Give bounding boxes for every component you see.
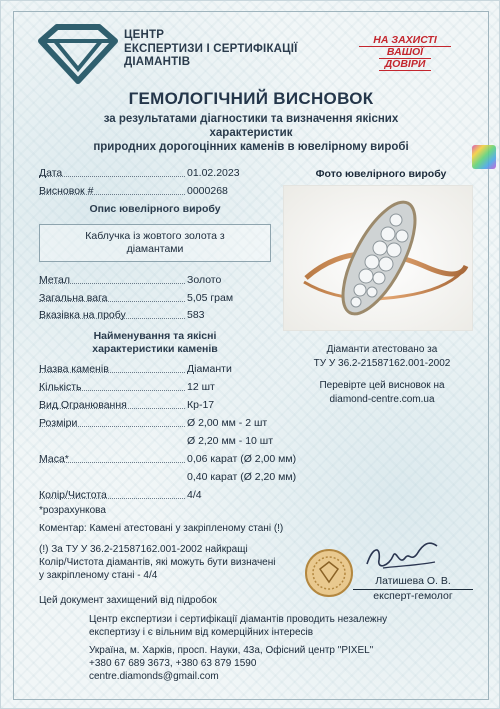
independence-note [89,613,419,639]
size-row [39,416,269,430]
guard-line-1: НА ЗАХИСТІ [359,35,451,47]
verify-line-1: Перевірте цей висновок на [319,380,445,391]
description-line-1: Каблучка із жовтого золота з [85,230,225,242]
document-title: ГЕМОЛОГІЧНИЙ ВИСНОВОК [128,89,374,108]
size-value-2: Ø 2,20 мм - 10 шт [187,435,274,447]
signer-title: експерт-гемолог [353,589,473,603]
org-line-2: ЕКСПЕРТИЗИ І СЕРТИФІКАЦІЇ [124,42,298,55]
stones-heading [39,330,271,356]
number-row [39,184,269,198]
ring-image [284,186,473,331]
seal-stamp-icon [304,548,354,598]
size-label: Розміри [39,417,78,429]
org-line-3: ДІАМАНТІВ [124,56,191,68]
independence-line-1: Центр експертизи і сертифікації діамантів проводить незалежну [89,614,388,625]
verify-link[interactable]: diamond-centre.com.ua [329,393,435,405]
frame-left-line [13,11,14,700]
frame-right-line [488,11,489,700]
document-subtitle [61,112,441,154]
signer-block [353,575,473,603]
signer-name: Латишева О. В. [375,575,451,587]
number-label: Висновок # [39,185,94,197]
number-value: 0000268 [187,185,228,197]
photo-title: Фото ювелірного виробу [315,168,447,180]
size-row-2 [39,434,274,448]
stone-name-value: Діаманти [187,363,232,375]
date-value: 01.02.2023 [187,167,240,179]
frame-top-line [13,11,489,12]
phone-line: +380 67 689 3673, +380 63 879 1590 [89,658,257,669]
cert-note-line-2: ТУ У 36.2-21587162.001-2002 [313,357,451,369]
ring-photo [283,185,473,331]
metal-label: Метал [39,274,71,286]
email-link[interactable]: centre.diamonds@gmail.com [89,671,219,682]
size-value-1: Ø 2,00 мм - 2 шт [187,417,268,429]
weight-value: 5,05 грам [187,292,234,304]
stones-heading-line-2: характеристики каменів [92,343,218,355]
mass-row-2 [39,470,297,484]
guard-slogan [359,35,451,71]
guard-line-2: ВАШОЇ [379,47,431,59]
metal-value: Золото [187,274,222,286]
count-row [39,380,269,394]
probe-value: 583 [187,309,205,321]
description-box [39,224,271,262]
address-block [89,644,419,683]
cut-label: Вид Огранювання [39,399,127,411]
cut-value: Кр-17 [187,399,215,411]
verify-note [289,379,475,406]
date-label: Дата [39,167,63,179]
address-line: Україна, м. Харків, просп. Науки, 43а, Офісний центр "PIXEL" [89,645,374,656]
frame-bottom-line [13,699,489,700]
organization-name [124,29,298,70]
hologram-sticker [472,145,496,169]
cert-note-line-1: Діаманти атестовано за [326,344,438,355]
independence-line-2: експертизу і є вільним від комерційних інтересів [89,627,314,638]
diamond-logo-icon [37,23,119,85]
grading-note [39,543,275,582]
grading-note-line-2: Колір/Чистота діамантів, які можуть бути визначені [39,557,276,568]
mass-row [39,452,297,466]
color-value: 4/4 [187,489,202,501]
grading-note-line-1: (!) За ТУ У 36.2-21587162.001-2002 найкращі [39,544,248,555]
stones-heading-line-1: Найменування та якісні [93,330,217,342]
metal-row [39,273,269,287]
date-row [39,166,269,180]
mass-label: Маса* [39,453,69,465]
guard-line-3: ДОВІРИ [379,59,431,71]
count-value: 12 шт [187,381,215,393]
subtitle-line-2: природних дорогоцінних каменів в ювелірному виробі [93,141,409,153]
color-label: Колір/Чистота [39,489,107,501]
stone-name-row [39,362,269,376]
comment: Коментар: Камені атестовані у закріпленому стані (!) [39,523,284,534]
count-label: Кількість [39,381,82,393]
mass-value-2: 0,40 карат (Ø 2,20 мм) [187,471,297,483]
signature-icon [363,536,443,576]
cut-row [39,398,269,412]
probe-row [39,308,269,322]
color-row [39,488,269,502]
weight-label: Загальна вага [39,292,108,304]
certification-note [289,343,475,370]
probe-label: Вказівка на пробу [39,309,126,321]
weight-row [39,291,269,305]
mass-value-1: 0,06 карат (Ø 2,00 мм) [187,453,297,465]
protection-note: Цей документ захищений від підробок [39,595,217,606]
subtitle-line-1: за результатами діагностики та визначення якісних характеристик [103,113,399,139]
grading-note-line-3: у закріпленому стані - 4/4 [39,570,158,581]
org-line-1: ЦЕНТР [124,29,165,41]
description-line-2: діамантами [126,243,184,255]
mass-footnote: *розрахункова [39,505,106,516]
stone-name-label: Назва каменів [39,363,109,375]
description-heading: Опис ювелірного виробу [89,203,221,215]
